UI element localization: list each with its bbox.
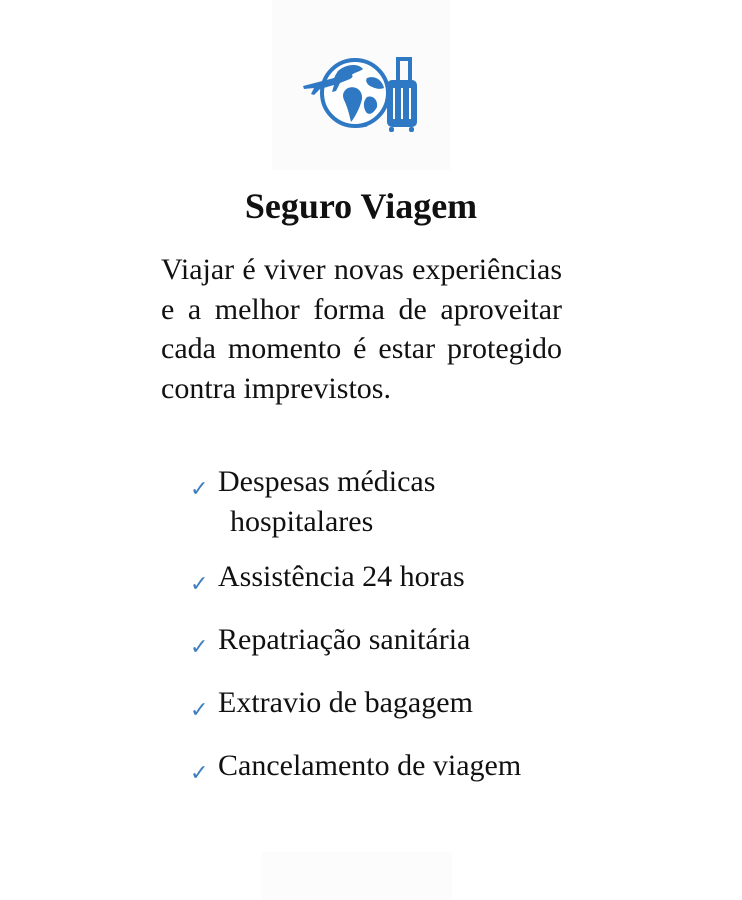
benefit-trip-cancellation <box>190 746 580 794</box>
benefit-medical-expenses <box>190 462 580 542</box>
page-title: Seguro Viagem <box>244 186 478 226</box>
benefits-list <box>190 462 580 809</box>
benefit-label <box>218 462 435 542</box>
checkmark-icon: ✓ <box>190 761 209 786</box>
benefit-label: Repatriação sanitária <box>218 623 471 656</box>
benefit-label-line: Despesas médicas <box>218 465 436 498</box>
travel-logo <box>300 55 425 133</box>
bottom-background <box>262 852 452 900</box>
benefit-assistance <box>190 557 580 605</box>
checkmark-icon: ✓ <box>190 477 209 502</box>
checkmark-icon: ✓ <box>190 572 209 597</box>
suitcase-icon <box>387 59 417 132</box>
benefit-label-line: hospitalares <box>230 505 374 538</box>
benefit-repatriation <box>190 620 580 668</box>
benefit-label: Cancelamento de viagem <box>218 749 522 782</box>
globe-icon <box>322 60 388 126</box>
benefit-baggage-loss <box>190 683 580 731</box>
benefit-label: Extravio de bagagem <box>218 686 473 719</box>
checkmark-icon: ✓ <box>190 635 209 660</box>
intro-paragraph: Viajar é viver novas experiências e a melhor forma de aproveitar cada momento é estar protegido contra imprevistos. <box>161 253 562 405</box>
checkmark-icon: ✓ <box>190 698 209 723</box>
benefit-label: Assistência 24 horas <box>218 560 465 593</box>
